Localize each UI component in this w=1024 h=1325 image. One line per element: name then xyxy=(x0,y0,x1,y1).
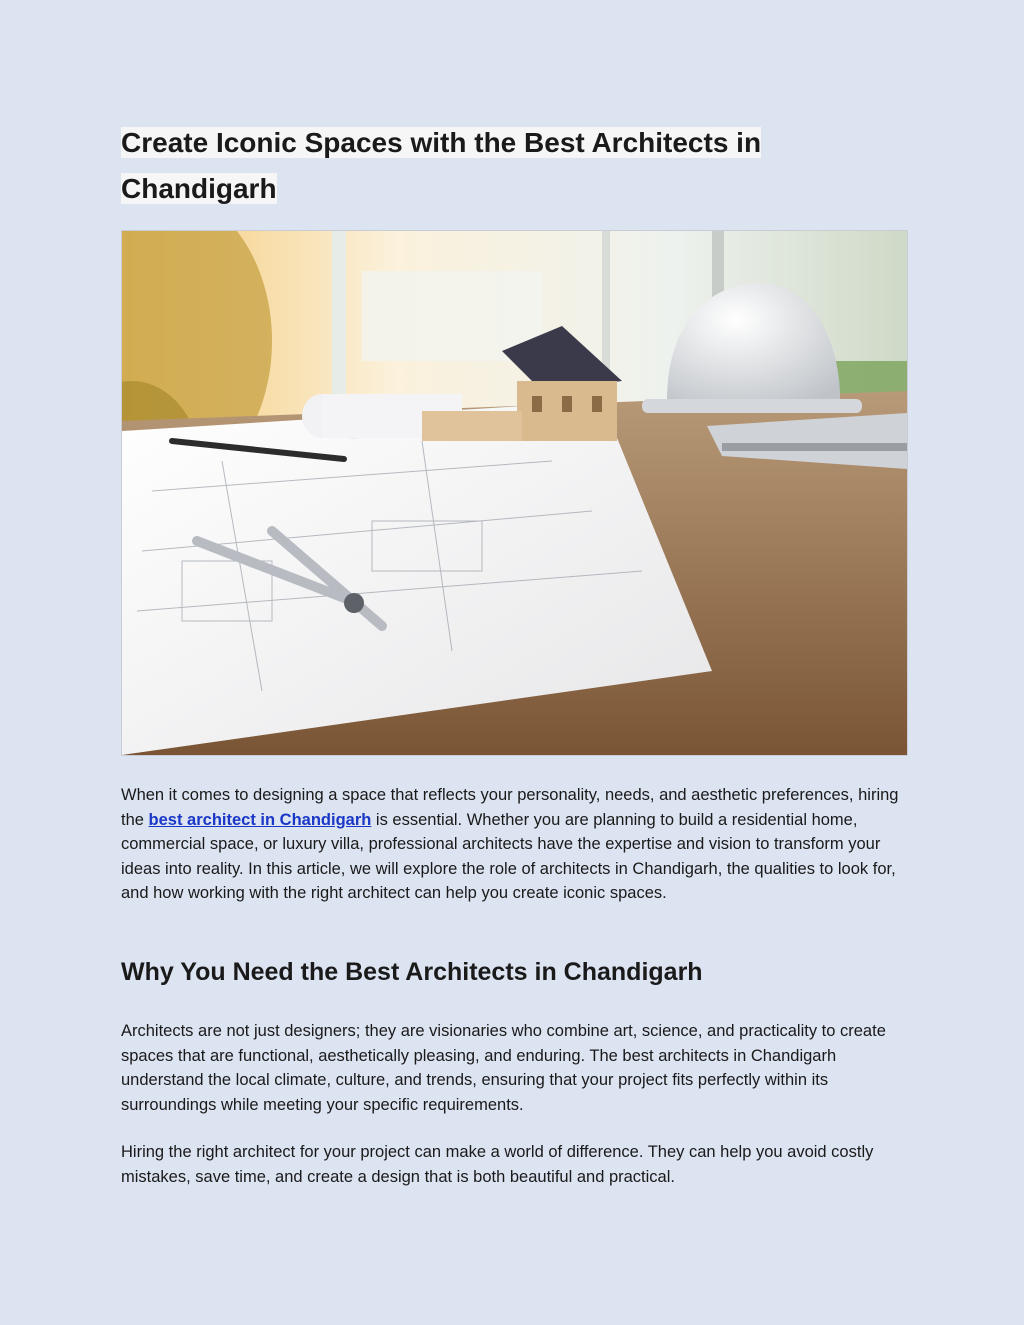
intro-text-after-link: is essential. Whether you are planning to build a residential home, commercial space, or luxury villa, professional architects have the expertise and vision to transform your ideas into reality. In this article, we will explore the role of architects in Chandigarh, the qualities to look for, and how working with the right architect can help you create iconic spaces. xyxy=(121,810,896,902)
body-paragraph-1: Architects are not just designers; they are visionaries who combine art, science, and practicality to create spaces that are functional, aesthetically pleasing, and enduring. The best architects in Chandigarh understand the local climate, culture, and trends, ensuring that your project fits perfectly within its surroundings while meeting your specific requirements. xyxy=(121,1022,886,1114)
best-architect-link[interactable]: best architect in Chandigarh xyxy=(148,810,372,829)
intro-paragraph xyxy=(121,783,906,906)
hero-image xyxy=(121,230,908,756)
section-heading: Why You Need the Best Architects in Chandigarh xyxy=(121,958,703,986)
intro-text-before-link: When it comes to designing a space that reflects your personality, needs, and aesthetic preferences, hiring the xyxy=(121,786,899,829)
page-title: Create Iconic Spaces with the Best Architects in Chandigarh xyxy=(121,127,762,204)
body-paragraph-2: Hiring the right architect for your project can make a world of difference. They can help you avoid costly mistakes, save time, and create a design that is both beautiful and practical. xyxy=(121,1143,874,1186)
